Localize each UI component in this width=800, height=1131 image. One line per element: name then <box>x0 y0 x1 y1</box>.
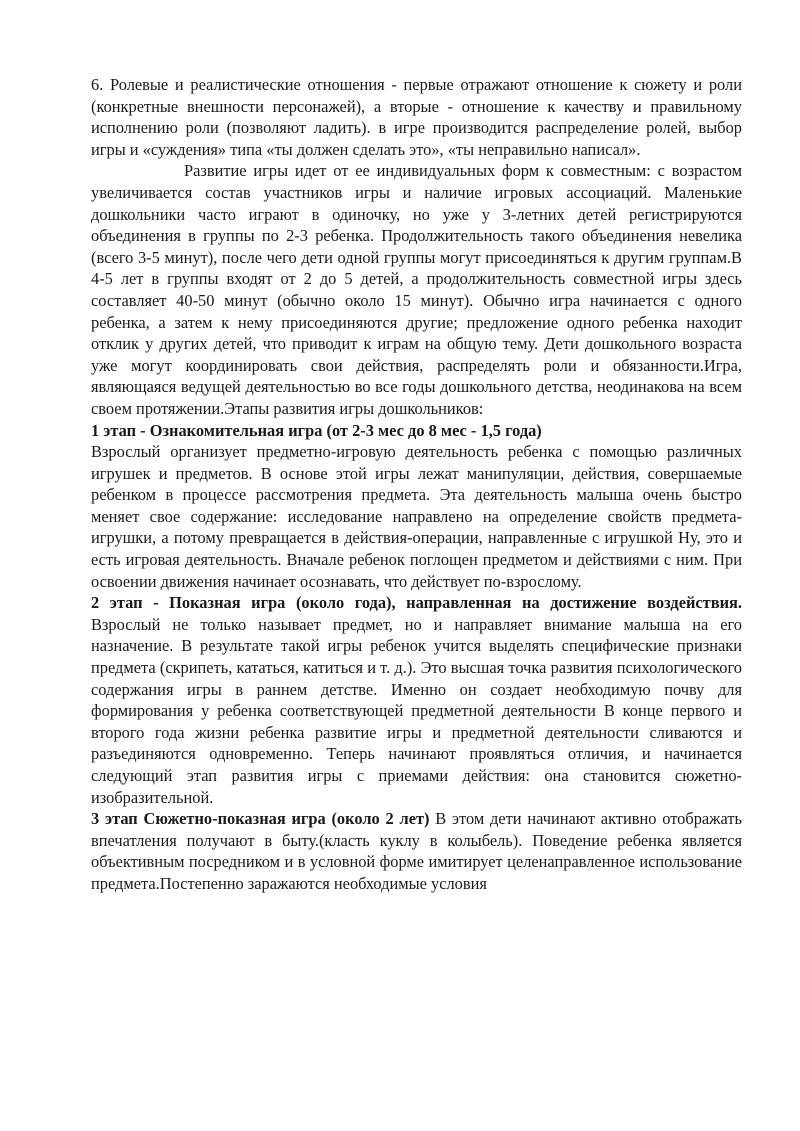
heading-stage-2: 2 этап - Показная игра (около года), направленная на достижение воздействия. <box>91 593 742 613</box>
paragraph-game-development: Развитие игры идет от ее индивидуальных форм к совместным: с возрастом увеличивается состав участников игры и наличие игровых ассоциаций. Маленькие дошкольники часто играют в одиночку, но уже у 3-летних детей регистрируются объединения в группы по 2-3 ребенка. Продолжительность такого объединения невелика (всего 3-5 минут), после чего дети одной группы могут присоединяться к другим группам.В 4-5 лет в группы входят от 2 до 5 детей, а продолжительность совместной игры здесь составляет 40-50 минут (обычно около 15 минут). Обычно игра начинается с одного ребенка, а затем к нему присоединяются другие; предложение одного ребенка находит отклик у других детей, что приводит к играм на общую тему. Дети дошкольного возраста уже могут координировать свои действия, распределять роли и обязанности.Игра, являющаяся ведущей деятельностью во все годы дошкольного детства, неодинакова на всем своем протяжении.Этапы развития игры дошкольников: <box>91 161 742 418</box>
text-stage-3: В этом дети начинают активно отображать впечатления получают в быту.(класть куклу в колыбель). Поведение ребенка является объективным посредником и в условной форме имитирует целенаправленное использование предмета.Постепенно заражаются необходимые условия <box>91 809 742 893</box>
paragraph-role-relations: 6. Ролевые и реалистические отношения - первые отражают отношение к сюжету и роли (конкретные внешности персонажей), а вторые - отношение к качеству и правильному исполнению роли (позволяют ладить). в игре производится распределение ролей, выбор игры и «суждения» типа «ты должен сделать это», «ты неправильно написал». <box>91 75 742 159</box>
heading-stage-3: 3 этап Сюжетно-показная игра (около 2 лет) <box>91 809 430 829</box>
paragraph-stage-3 <box>91 808 742 894</box>
heading-stage-1: 1 этап - Ознакомительная игра (от 2-3 мес до 8 мес - 1,5 года) <box>91 420 542 440</box>
paragraph-stage-1: Взрослый организует предметно-игровую деятельность ребенка с помощью различных игрушек и предметов. В основе этой игры лежат манипуляции, действия, совершаемые ребенком в процессе рассмотрения предмета. Эта деятельность малыша очень быстро меняет свое содержание: исследование направлено на определение свойств предмета-игрушки, а потому превращается в действия-операции, направленные с игрушкой Ну, это и есть игровая деятельность. Вначале ребенок поглощен предметом и действиями с ним. При освоении движения начинает осознавать, что действует по-взрослому. <box>91 442 742 591</box>
paragraph-stage-2 <box>91 592 742 808</box>
document-page <box>91 74 742 895</box>
text-stage-2: Взрослый не только называет предмет, но и направляет внимание малыша на его назначение. В результате такой игры ребенок учится выделять специфические признаки предмета (скрипеть, кататься, катиться и т. д.). Это высшая точка развития психологического содержания игры в раннем детстве. Именно он создает необходимую почву для формирования у ребенка соответствующей предметной деятельности В конце первого и второго года жизни ребенка развитие игры и предметной деятельности сливаются и разъединяются одновременно. Теперь начинают проявляться отличия, и начинается следующий этап развития игры с приемами действия: она становится сюжетно-изобразительной. <box>91 614 742 807</box>
